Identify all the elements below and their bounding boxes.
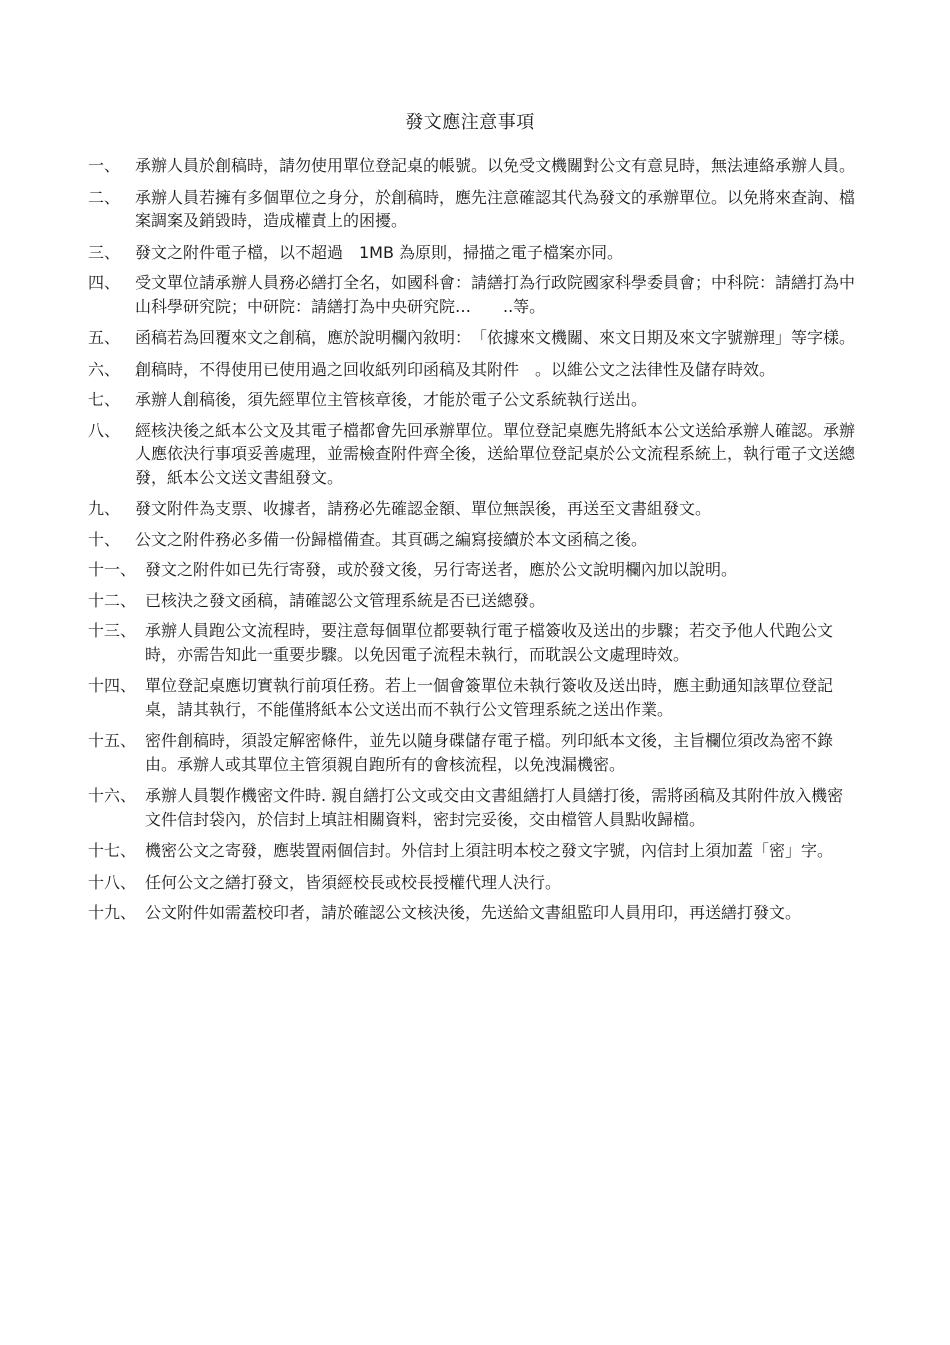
item-text: 公文之附件務必多備一份歸檔備查。其頁碼之編寫接續於本文函稿之後。 [135, 529, 648, 549]
list-item [88, 326, 858, 350]
item-number: 三、 [88, 242, 121, 262]
list-item [88, 271, 858, 318]
list-item [88, 497, 858, 521]
list-item [88, 839, 858, 863]
item-number: 六、 [88, 359, 121, 379]
item-number: 十四、 [88, 676, 137, 695]
list-item [88, 388, 858, 412]
notice-list [88, 154, 858, 925]
item-text: 任何公文之繕打發文，皆須經校長或校長授權代理人決行。 [145, 872, 562, 892]
item-number: 八、 [88, 420, 121, 440]
item-number: 一、 [88, 156, 121, 175]
item-text: 創稿時，不得使用已使用過之回收紙列印函稿及其附件 。以維公文之法律性及儲存時效。 [135, 359, 776, 379]
list-item [88, 241, 858, 265]
list-item [88, 154, 858, 178]
list-item [88, 589, 858, 613]
list-item [88, 674, 858, 721]
list-item [88, 871, 858, 895]
item-number: 五、 [88, 328, 121, 347]
item-text: 承辦人員若擁有多個單位之身分，於創稿時，應先注意確認其代為發文的承辦單位。以免將來查詢、檔案調案及銷毀時，造成權責上的困擾。 [135, 187, 856, 230]
item-text: 發文之附件如已先行寄發，或於發文後，另行寄送者，應於公文說明欄內加以說明。 [145, 560, 738, 579]
item-text: 受文單位請承辦人員務必繕打全名，如國科會：請繕打為行政院國家科學委員會；中科院：請繕打為中山科學研究院；中研院：請繕打為中央研究院… ..等。 [135, 273, 856, 316]
list-item [88, 901, 858, 925]
list-item [88, 186, 858, 233]
list-item [88, 358, 858, 382]
item-text: 承辦人員於創稿時，請勿使用單位登記桌的帳號。以免受文機關對公文有意見時，無法連絡承辦人員。 [135, 156, 856, 175]
item-number: 十九、 [88, 903, 137, 922]
item-text: 函稿若為回覆來文之創稿，應於說明欄內敘明： 「依據來文機關、來文日期及來文字號辦理」等字樣。 [135, 328, 856, 347]
item-number: 十五、 [88, 731, 137, 750]
list-item [88, 729, 858, 776]
list-item [88, 528, 858, 552]
item-text: 承辦人創稿後，須先經單位主管核章後，才能於電子公文系統執行送出。 [135, 390, 648, 409]
item-number: 十三、 [88, 621, 137, 640]
list-item [88, 558, 858, 582]
item-text: 承辦人員製作機密文件時. 親自繕打公文或交由文書組繕打人員繕打後，需將函稿及其附件放入機密文件信封袋內，於信封上填註相關資料，密封完妥後，交由檔管人員點收歸檔。 [145, 786, 844, 829]
item-text: 公文附件如需蓋校印者，請於確認公文核決後，先送給文書組監印人員用印，再送繕打發文。 [145, 903, 802, 922]
item-number: 十六、 [88, 786, 137, 805]
item-number: 十、 [88, 529, 121, 549]
item-number: 十二、 [88, 590, 137, 610]
document-title: 發文應注意事項 [405, 112, 535, 133]
list-item [88, 784, 858, 831]
item-text: 單位登記桌應切實執行前項任務。若上一個會簽單位未執行簽收及送出時，應主動通知該單位登記桌，請其執行，不能僅將紙本公文送出而不執行公文管理系統之送出作業。 [145, 676, 834, 719]
item-number: 十一、 [88, 560, 137, 579]
item-text: 已核決之發文函稿，請確認公文管理系統是否已送總發。 [145, 590, 546, 610]
item-number: 七、 [88, 390, 121, 409]
item-number: 十八、 [88, 872, 137, 892]
item-number: 二、 [88, 187, 121, 207]
list-item [88, 619, 858, 666]
item-number: 十七、 [88, 841, 137, 860]
list-item [88, 419, 858, 490]
item-number: 四、 [88, 273, 121, 292]
item-number: 九、 [88, 499, 121, 518]
item-text: 密件創稿時，須設定解密條件，並先以隨身碟儲存電子檔。列印紙本文後，主旨欄位須改為密不錄由。承辦人或其單位主管須親自跑所有的會核流程，以免洩漏機密。 [145, 731, 834, 774]
item-text: 承辦人員跑公文流程時，要注意每個單位都要執行電子檔簽收及送出的步驟；若交予他人代跑公文時，亦需告知此一重要步驟。以免因電子流程未執行，而耽誤公文處理時效。 [145, 621, 834, 664]
item-text: 發文附件為支票、收據者，請務必先確認金額、單位無誤後，再送至文書組發文。 [135, 499, 712, 518]
item-text: 經核決後之紙本公文及其電子檔都會先回承辦單位。單位登記桌應先將紙本公文送給承辦人確認。承辦人應依決行事項妥善處理，並需檢查附件齊全後，送給單位登記桌於公文流程系統上，執行電子文送總發，紙本公文送文書組發文。 [135, 420, 856, 487]
item-text: 機密公文之寄發，應裝置兩個信封。外信封上須註明本校之發文字號，內信封上須加蓋「密」字。 [145, 841, 834, 860]
item-text: 發文之附件電子檔，以不超過 1MB 為原則，掃描之電子檔案亦同。 [135, 242, 624, 262]
